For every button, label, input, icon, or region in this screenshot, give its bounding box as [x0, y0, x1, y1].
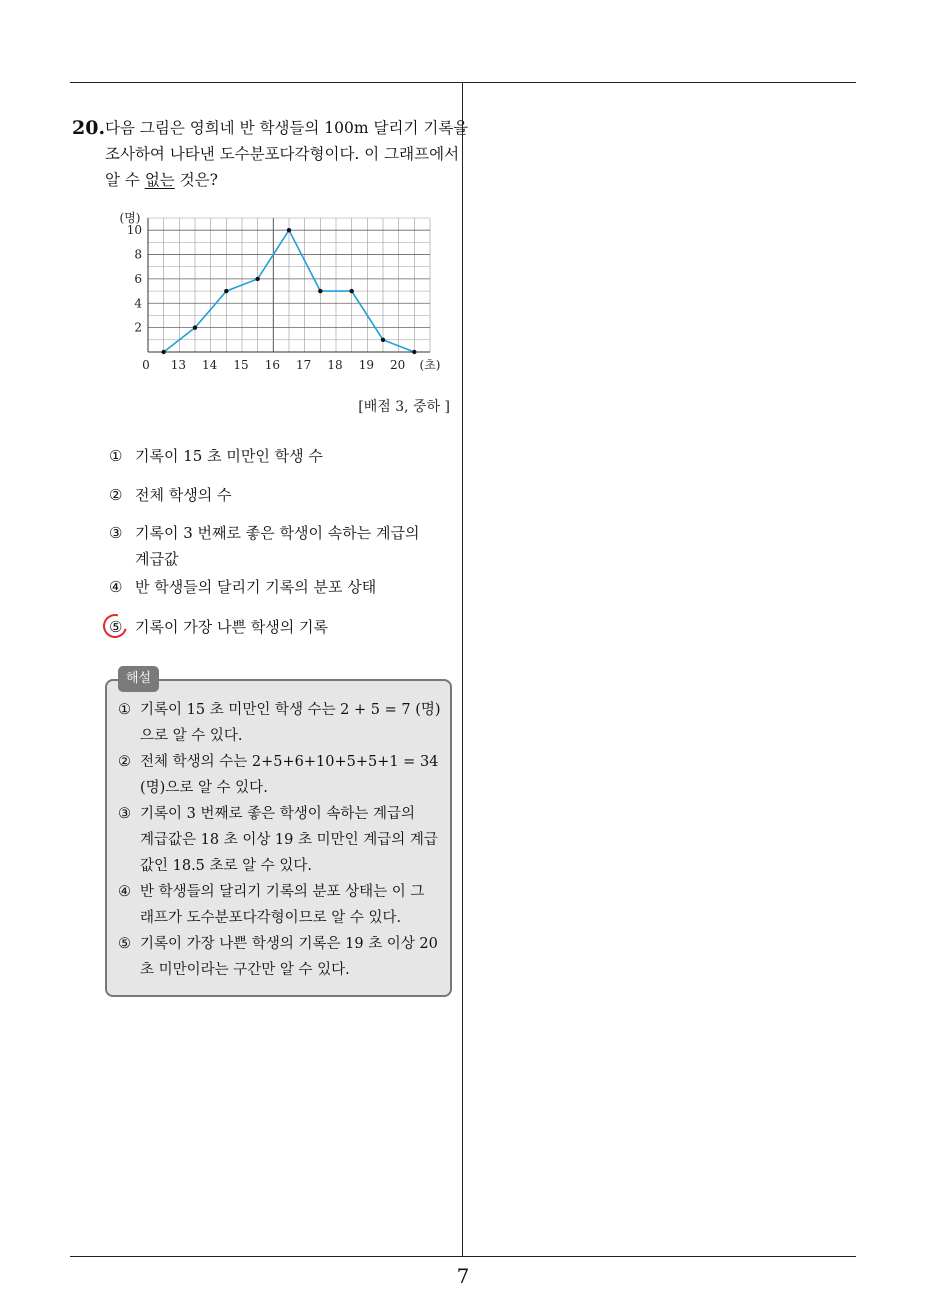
- x-tick-label: 15: [233, 358, 249, 372]
- x-tick-label: 17: [296, 358, 312, 372]
- question-underlined-word: 없는: [144, 171, 175, 189]
- explanation-item-2: [118, 749, 444, 801]
- page-number: 7: [456, 1264, 470, 1288]
- question-line-3-start: 알 수: [105, 171, 145, 189]
- data-point: [287, 228, 291, 232]
- question-line-2: 조사하여 나타낸 도수분포다각형이다. 이 그래프에서: [105, 145, 460, 163]
- explanation-number: ④: [118, 884, 131, 900]
- explanation-line: 기록이 가장 나쁜 학생의 기록은 19 초 이상 20: [140, 936, 438, 952]
- x-tick-label: 13: [170, 358, 186, 372]
- option-text: 기록이 가장 나쁜 학생의 기록: [135, 618, 328, 636]
- x-tick-label: 16: [264, 358, 280, 372]
- option-number: ④: [109, 578, 123, 596]
- x-tick-label: 19: [358, 358, 374, 372]
- x-tick-label: 20: [390, 358, 406, 372]
- explanation-text: [140, 931, 440, 983]
- explanation-line: 반 학생들의 달리기 기록의 분포 상태는 이 그: [140, 884, 425, 900]
- explanation-number: ⑤: [118, 936, 131, 952]
- question-number: 20.: [72, 117, 106, 139]
- y-tick-label: 2: [134, 320, 142, 335]
- option-text-line-2: 계급값: [135, 550, 179, 568]
- explanation-item-5: [118, 931, 444, 983]
- explanation-item-4: [118, 879, 444, 931]
- explanation-text: [140, 879, 440, 931]
- explanation-number: ②: [118, 754, 131, 770]
- explanation-line: 초 미만이라는 구간만 알 수 있다.: [140, 962, 350, 978]
- y-tick-label: 6: [134, 271, 142, 286]
- explanation-text: [140, 697, 440, 749]
- option-number: ①: [109, 447, 123, 465]
- question-text: [105, 115, 469, 193]
- explanation-text: [140, 749, 440, 801]
- y-axis-label: (명): [119, 211, 141, 225]
- question-line-3-end: 것은?: [174, 171, 218, 189]
- explanation-tag: 해설: [118, 666, 159, 692]
- data-point: [255, 277, 259, 281]
- explanation-line: 계급값은 18 초 이상 19 초 미만인 계급의 계급: [140, 832, 438, 848]
- column-divider: [462, 82, 463, 1256]
- data-point: [412, 350, 416, 354]
- question-line-1: 다음 그림은 영희네 반 학생들의 100m 달리기 기록을: [105, 119, 469, 137]
- data-point: [224, 289, 228, 293]
- data-point: [193, 325, 197, 329]
- x-tick-label: 14: [202, 358, 218, 372]
- explanation-line: 기록이 15 초 미만인 학생 수는 2 + 5 = 7 (명): [140, 702, 441, 718]
- explanation-line: 기록이 3 번째로 좋은 학생이 속하는 계급의: [140, 806, 415, 822]
- option-number: ②: [109, 486, 123, 504]
- option-text: 반 학생들의 달리기 기록의 분포 상태: [135, 578, 377, 596]
- top-rule: [70, 82, 856, 83]
- data-point: [381, 338, 385, 342]
- option-text-line-1: 기록이 3 번째로 좋은 학생이 속하는 계급의: [135, 524, 420, 542]
- option-number: ③: [109, 524, 123, 542]
- option-number: ⑤: [109, 618, 123, 636]
- x-tick-label: 18: [327, 358, 343, 372]
- origin-label: 0: [142, 358, 150, 372]
- explanation-items: [118, 697, 444, 983]
- explanation-text: [140, 801, 440, 879]
- explanation-item-3: [118, 801, 444, 879]
- y-tick-label: 10: [126, 223, 142, 238]
- data-point: [318, 289, 322, 293]
- explanation-line: (명)으로 알 수 있다.: [140, 780, 268, 796]
- frequency-polygon-chart: [100, 200, 450, 380]
- explanation-line: 으로 알 수 있다.: [140, 728, 243, 744]
- option-text: 기록이 15 초 미만인 학생 수: [135, 447, 323, 465]
- score-label: [배점 3, 중하 ]: [358, 399, 450, 415]
- question-line-3: [105, 167, 455, 193]
- explanation-number: ①: [118, 702, 131, 718]
- option-text: [135, 520, 445, 572]
- explanation-line: 래프가 도수분포다각형이므로 알 수 있다.: [140, 910, 402, 926]
- x-axis-label: (초): [419, 358, 441, 372]
- explanation-line: 전체 학생의 수는 2+5+6+10+5+5+1 = 34: [140, 754, 439, 770]
- bottom-rule: [70, 1256, 856, 1257]
- option-text: 전체 학생의 수: [135, 486, 232, 504]
- data-point: [349, 289, 353, 293]
- explanation-item-1: [118, 697, 444, 749]
- data-point: [161, 350, 165, 354]
- explanation-line: 값인 18.5 초로 알 수 있다.: [140, 858, 312, 874]
- y-tick-label: 8: [134, 247, 142, 262]
- explanation-number: ③: [118, 806, 131, 822]
- y-tick-label: 4: [134, 296, 142, 311]
